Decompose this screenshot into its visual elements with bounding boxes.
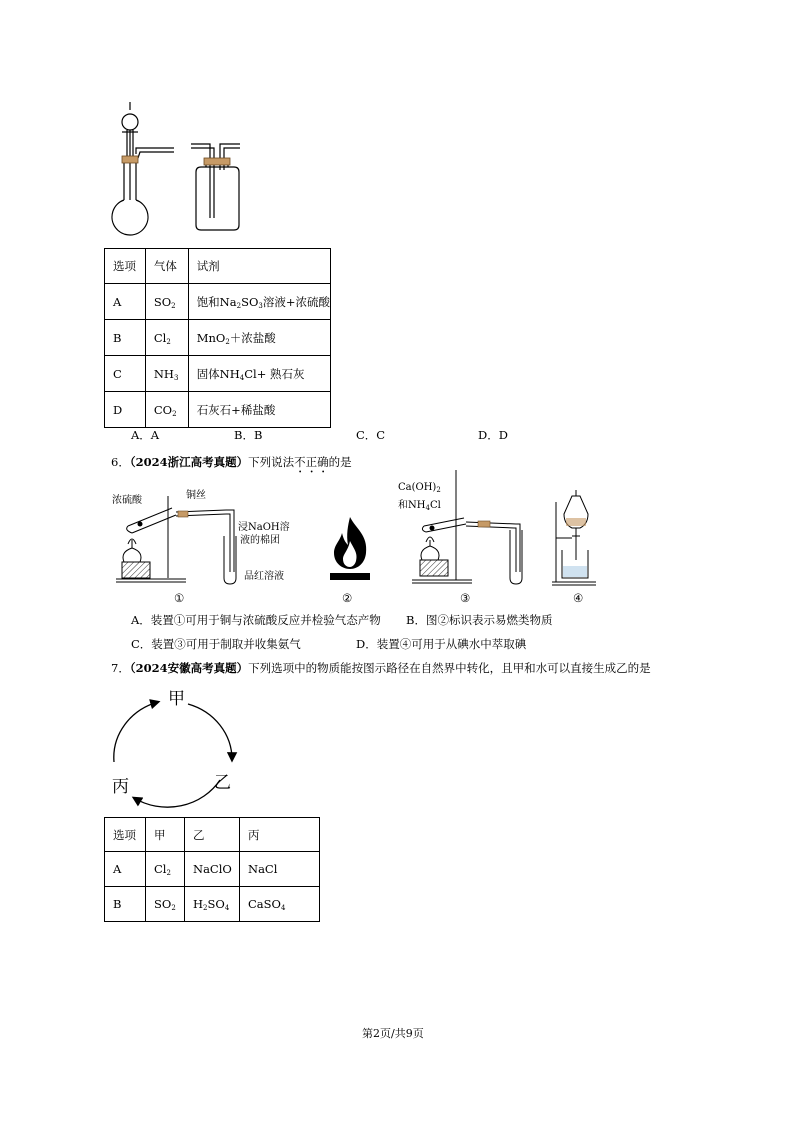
cell-bing: CaSO$_4$ xyxy=(240,887,320,922)
fig-number-3: ③ xyxy=(460,591,471,605)
label-calcium-hydroxide: $Ca(OH)_2$ xyxy=(398,482,441,494)
q6-choice-d[interactable]: D．装置④可用于从碘水中萃取碘 xyxy=(356,637,527,651)
q7-number: 7． xyxy=(111,661,130,675)
page-footer: 第2页/共9页 xyxy=(362,1027,424,1040)
label-ammonium-chloride: 和$NH_4Cl$ xyxy=(398,500,441,512)
label-naoh-cotton-line2: 液的棉团 xyxy=(240,535,280,546)
fig-number-1: ① xyxy=(174,591,185,605)
cell-gas: $CO_2$ xyxy=(145,392,188,428)
cell-yi: $H_2SO_4$ xyxy=(185,887,240,922)
q5-apparatus-figure xyxy=(100,100,250,235)
header-gas: 气体 xyxy=(145,249,188,284)
cell-reagent: 饱和$Na_2SO_3$溶液+浓硫酸 xyxy=(188,284,330,320)
q7-stem-text: 下列选项中的物质能按图示路径在自然界中转化，且甲和水可以直接生成乙的是 xyxy=(248,661,651,675)
table-row xyxy=(105,887,320,922)
cell-jia: $Cl_2$ xyxy=(146,852,185,887)
q6-stem-after: 的是 xyxy=(328,455,352,469)
fig-number-2: ② xyxy=(342,591,353,605)
q6-stem-before: 下列说法 xyxy=(248,455,295,469)
cycle-node-yi: 乙 xyxy=(214,773,231,793)
q5-options-table xyxy=(104,248,331,428)
q7-options-table xyxy=(104,817,320,922)
q5-choice-d[interactable]: D．D xyxy=(478,428,508,442)
q6-question-stem xyxy=(111,455,352,476)
cell-option: A xyxy=(105,852,146,887)
header-yi: 乙 xyxy=(185,818,240,852)
q5-choice-a[interactable]: A．A xyxy=(131,428,160,442)
label-conc-sulfuric-acid: 浓硫酸 xyxy=(112,495,142,506)
cycle-node-jia: 甲 xyxy=(168,689,185,709)
cell-jia: $SO_2$ xyxy=(146,887,185,922)
label-copper-wire: 铜丝 xyxy=(186,490,206,501)
q6-choice-a[interactable]: A．装置①可用于铜与浓硫酸反应并检验气态产物 xyxy=(131,613,381,627)
q6-source: （2024浙江高考真题） xyxy=(129,455,249,469)
table-row xyxy=(105,852,320,887)
cell-option: D xyxy=(105,392,146,428)
fig-number-4: ④ xyxy=(573,591,584,605)
cell-reagent: 固体$NH_4Cl+$ 熟石灰 xyxy=(188,356,330,392)
q6-number: 6． xyxy=(111,455,130,469)
flammable-hazard-icon xyxy=(326,515,374,583)
cell-yi: NaClO xyxy=(185,852,240,887)
table-header-row xyxy=(105,818,320,852)
cell-gas: $SO_2$ xyxy=(145,284,188,320)
label-naoh-cotton-line1: 浸NaOH溶 xyxy=(238,522,290,533)
cell-option: C xyxy=(105,356,146,392)
q7-source: （2024安徽高考真题） xyxy=(129,661,249,675)
header-bing: 丙 xyxy=(240,818,320,852)
header-option: 选项 xyxy=(105,818,146,852)
cell-option: A xyxy=(105,284,146,320)
cycle-node-bing: 丙 xyxy=(112,777,129,797)
q6-figure-4-separatory-funnel xyxy=(548,488,604,588)
cell-option: B xyxy=(105,887,146,922)
q5-choice-b[interactable]: B．B xyxy=(234,428,263,442)
table-row xyxy=(105,356,331,392)
cell-reagent: MnO$_2$＋浓盐酸 xyxy=(188,320,330,356)
cell-gas: $NH_3$ xyxy=(145,356,188,392)
q6-stem-emphasis: 不正确 xyxy=(294,455,329,469)
q5-choice-c[interactable]: C．C xyxy=(356,428,386,442)
table-row xyxy=(105,392,331,428)
header-jia: 甲 xyxy=(146,818,185,852)
table-row xyxy=(105,284,331,320)
label-magenta-solution: 品红溶液 xyxy=(244,571,284,582)
q6-choice-c[interactable]: C．装置③可用于制取并收集氨气 xyxy=(131,637,301,651)
table-header-row xyxy=(105,249,331,284)
cell-reagent: 石灰石+稀盐酸 xyxy=(188,392,330,428)
q6-choice-b[interactable]: B．图②标识表示易燃类物质 xyxy=(406,613,553,627)
header-option: 选项 xyxy=(105,249,146,284)
cell-bing: NaCl xyxy=(240,852,320,887)
cell-option: B xyxy=(105,320,146,356)
cell-gas: $Cl_2$ xyxy=(145,320,188,356)
header-reagent: 试剂 xyxy=(188,249,330,284)
table-row xyxy=(105,320,331,356)
q7-question-stem xyxy=(111,663,651,675)
